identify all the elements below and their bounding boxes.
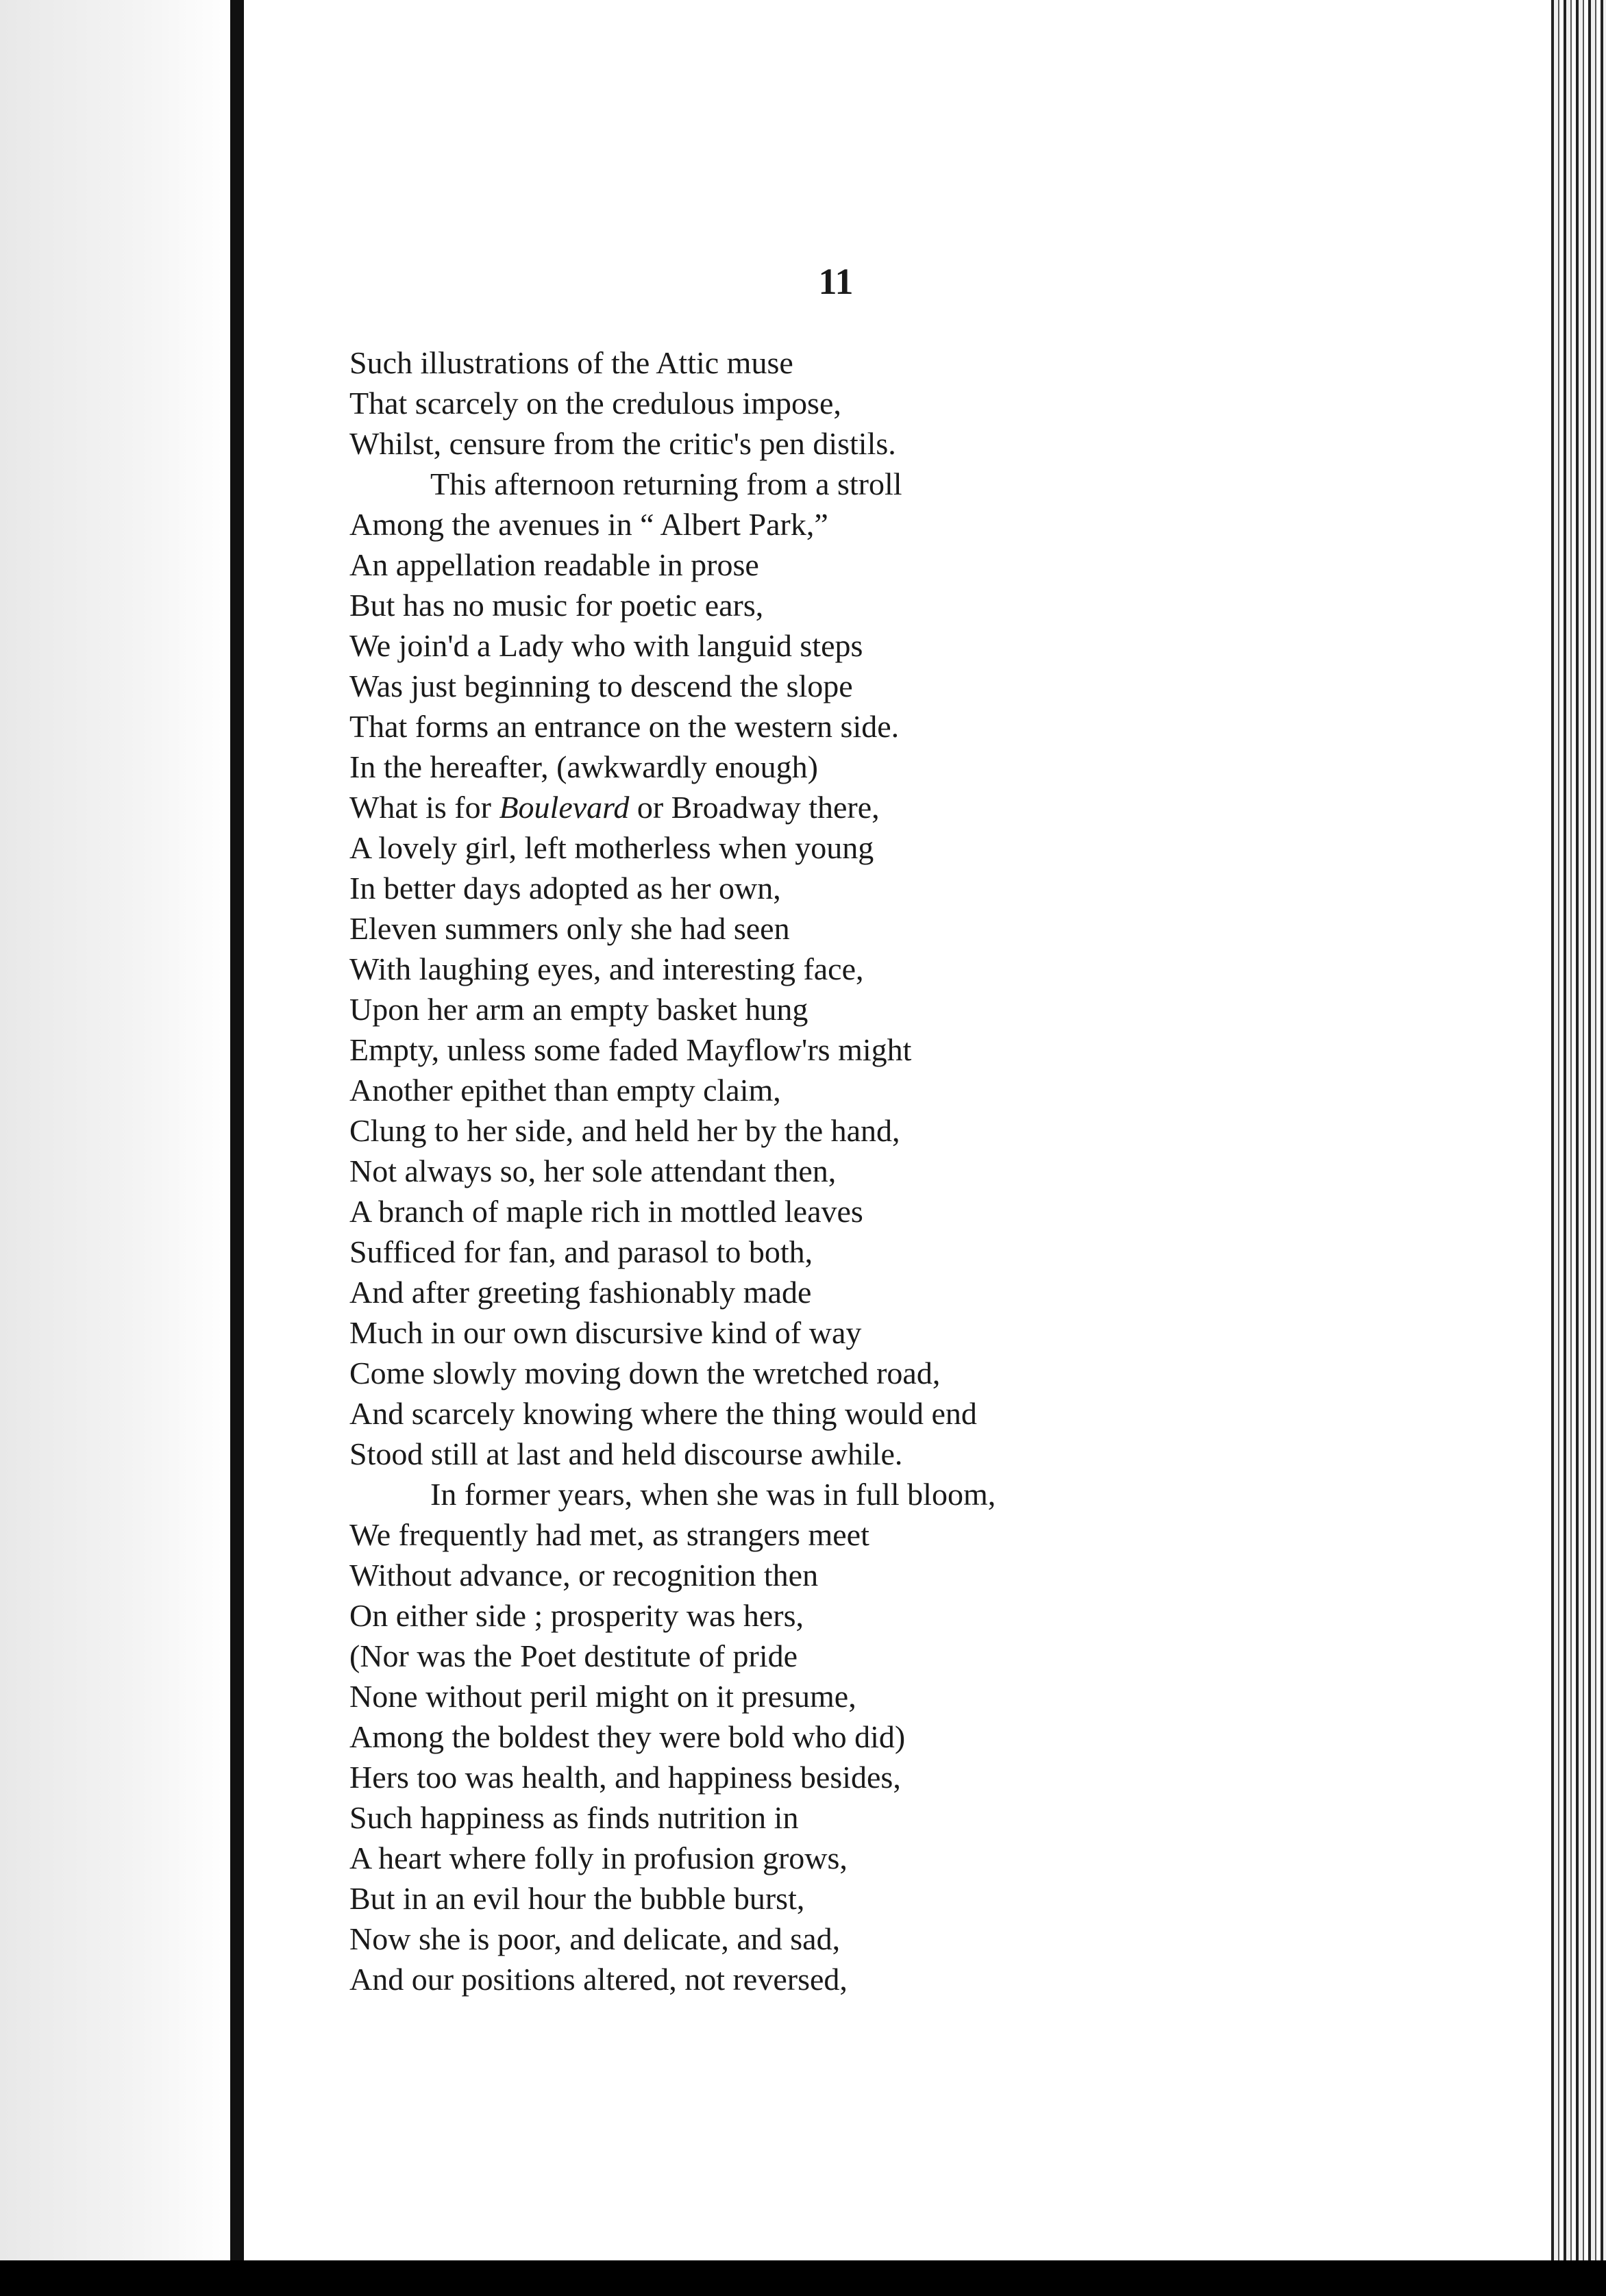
poem-line: And after greeting fashionably made <box>349 1275 812 1310</box>
poem-line: Among the avenues in “ Albert Park,” <box>349 507 828 542</box>
poem-line: Hers too was health, and happiness besides, <box>349 1760 901 1795</box>
poem-line: We join'd a Lady who with languid steps <box>349 628 863 663</box>
poem-line: But in an evil hour the bubble burst, <box>349 1881 805 1916</box>
poem-line: Stood still at last and held discourse awhile. <box>349 1436 903 1471</box>
poem-text <box>349 342 1446 1999</box>
poem-line: A branch of maple rich in mottled leaves <box>349 1194 863 1229</box>
poem-line: None without peril might on it presume, <box>349 1679 856 1714</box>
poem-line: Sufficed for fan, and parasol to both, <box>349 1234 813 1269</box>
poem-line: That forms an entrance on the western side. <box>349 709 900 744</box>
poem-line: And our positions altered, not reversed, <box>349 1962 848 1997</box>
poem-line: In former years, when she was in full bloom, <box>430 1477 996 1512</box>
poem-line: On either side ; prosperity was hers, <box>349 1598 804 1633</box>
poem-line: Empty, unless some faded Mayflow'rs might <box>349 1032 912 1067</box>
poem-line: Such happiness as finds nutrition in <box>349 1800 799 1835</box>
poem-line: Another epithet than empty claim, <box>349 1073 781 1108</box>
poem-line: But has no music for poetic ears, <box>349 588 764 623</box>
poem-line: In the hereafter, (awkwardly enough) <box>349 749 819 784</box>
italic-word: Boulevard <box>499 790 630 825</box>
poem-line: An appellation readable in prose <box>349 547 759 582</box>
page-edge-stack <box>1547 0 1606 2296</box>
poem-line: In better days adopted as her own, <box>349 871 781 906</box>
page-number: 11 <box>818 261 854 302</box>
poem-line: (Nor was the Poet destitute of pride <box>349 1638 798 1673</box>
poem-line: With laughing eyes, and interesting face, <box>349 951 864 986</box>
poem-line: Clung to her side, and held her by the hand, <box>349 1113 900 1148</box>
poem-line: We frequently had met, as strangers meet <box>349 1517 869 1552</box>
poem-line: A lovely girl, left motherless when young <box>349 830 874 865</box>
poem-line: Among the boldest they were bold who did) <box>349 1719 906 1754</box>
poem-line: Come slowly moving down the wretched road, <box>349 1356 941 1390</box>
poem-line: Was just beginning to descend the slope <box>349 669 853 703</box>
poem-line: A heart where folly in profusion grows, <box>349 1840 848 1875</box>
poem-line: Now she is poor, and delicate, and sad, <box>349 1921 841 1956</box>
poem-line: Eleven summers only she had seen <box>349 911 790 946</box>
poem-line: This afternoon returning from a stroll <box>430 466 902 501</box>
poem-line: Not always so, her sole attendant then, <box>349 1153 837 1188</box>
poem-line: Such illustrations of the Attic muse <box>349 345 793 380</box>
scan-border <box>0 2260 1606 2296</box>
binding-edge <box>230 0 244 2296</box>
poem-line: And scarcely knowing where the thing would end <box>349 1396 977 1431</box>
poem-line: Much in our own discursive kind of way <box>349 1315 862 1350</box>
spine-shadow <box>0 0 233 2296</box>
poem-line: Without advance, or recognition then <box>349 1558 819 1593</box>
poem-line: Whilst, censure from the critic's pen distils. <box>349 426 896 461</box>
poem-line: What is for Boulevard or Broadway there, <box>349 790 880 825</box>
book-page <box>288 0 1542 2260</box>
poem-line: Upon her arm an empty basket hung <box>349 992 808 1027</box>
poem-line: That scarcely on the credulous impose, <box>349 386 841 421</box>
